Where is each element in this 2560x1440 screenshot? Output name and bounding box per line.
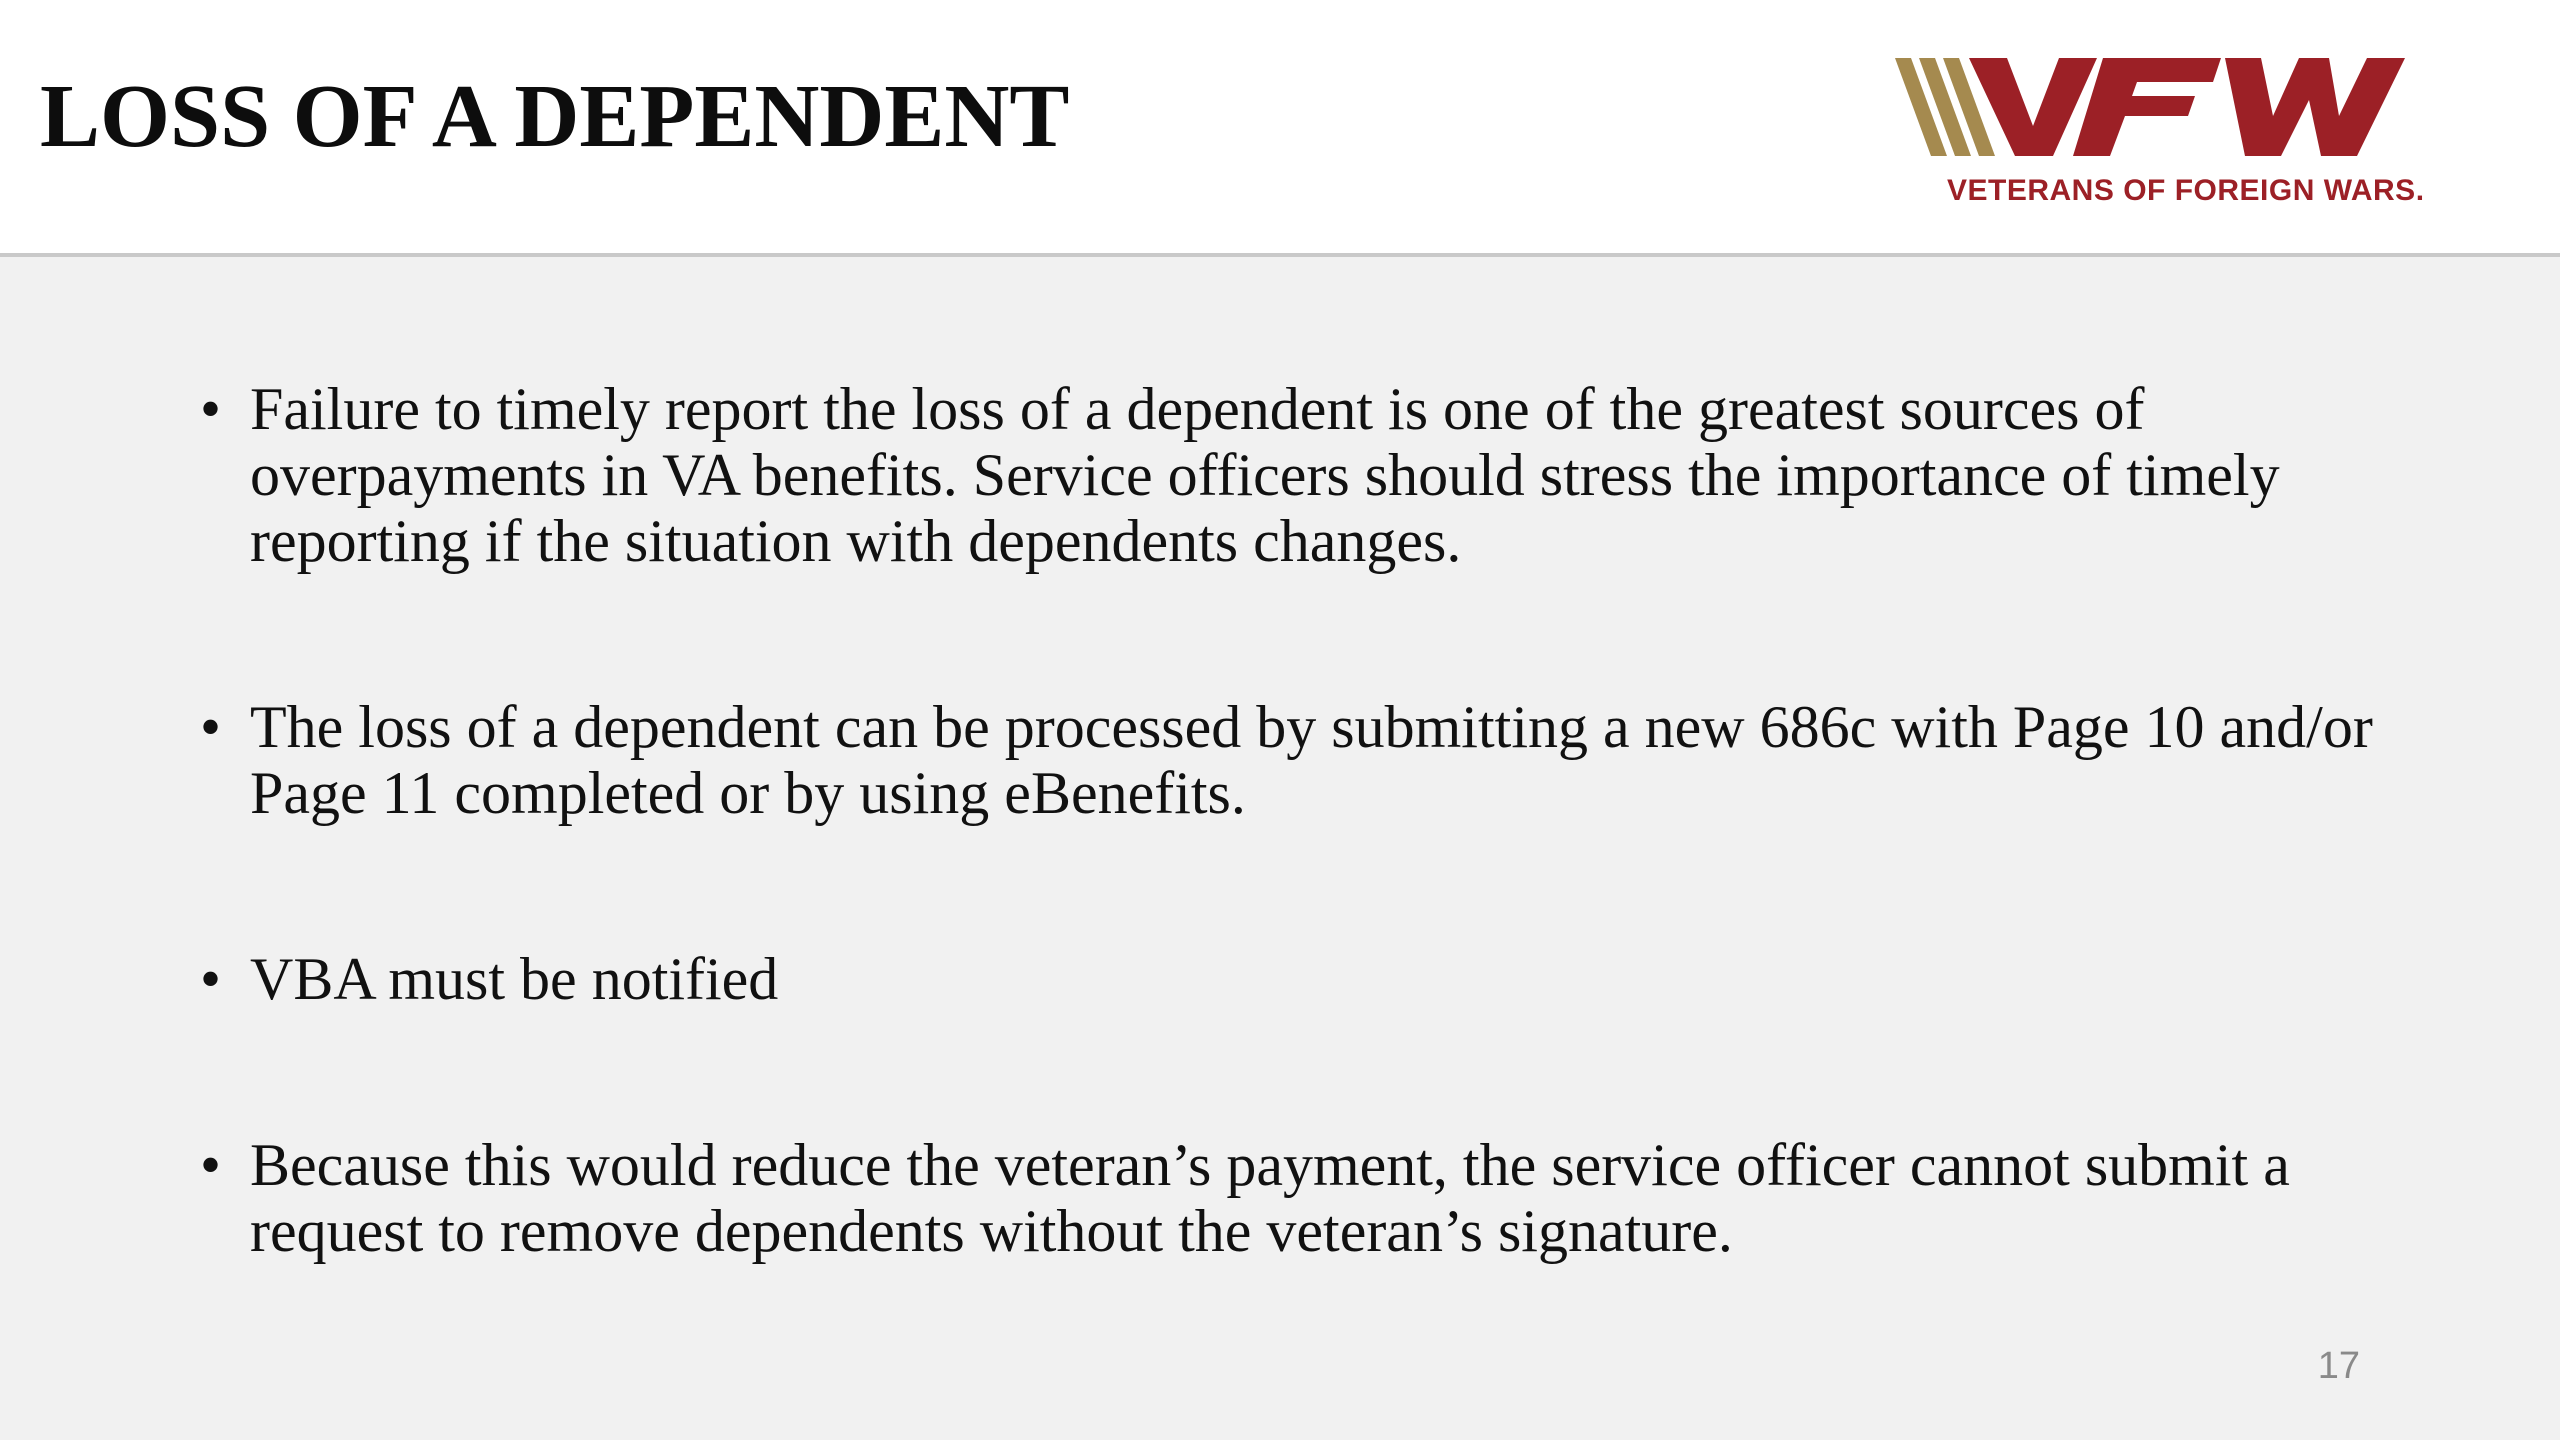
page-number: 17 xyxy=(2317,1345,2360,1387)
slide-title: LOSS OF A DEPENDENT xyxy=(40,67,1070,166)
bullet-text: Failure to timely report the loss of a dependent is one of the greatest sources of overpayments in VA benefits. Service officers should stress the importance of timely reporting if the situation with dependents changes. xyxy=(250,376,2280,574)
vfw-logo-icon xyxy=(1895,52,2460,162)
bullet-text: VBA must be notified xyxy=(250,946,779,1012)
list-item xyxy=(200,1132,2400,1264)
list-item xyxy=(200,376,2400,574)
vfw-logo xyxy=(1895,52,2460,212)
bullet-dot-icon: • xyxy=(200,946,222,1012)
bullet-text: The loss of a dependent can be processed by submitting a new 686c with Page 10 and/or Page 11 completed or by using eBenefits. xyxy=(250,694,2373,826)
bullet-dot-icon: • xyxy=(200,1132,222,1198)
bullet-text: Because this would reduce the veteran’s payment, the service officer cannot submit a request to remove dependents without the veteran’s signature. xyxy=(250,1132,2290,1264)
bullet-dot-icon: • xyxy=(200,694,222,760)
list-item xyxy=(200,946,2400,1012)
vfw-logo-tagline: VETERANS OF FOREIGN WARS. xyxy=(1947,174,2425,207)
slide-header xyxy=(0,0,2560,257)
list-item xyxy=(200,694,2400,826)
bullet-dot-icon: • xyxy=(200,376,222,442)
bullet-list xyxy=(200,370,2400,1264)
